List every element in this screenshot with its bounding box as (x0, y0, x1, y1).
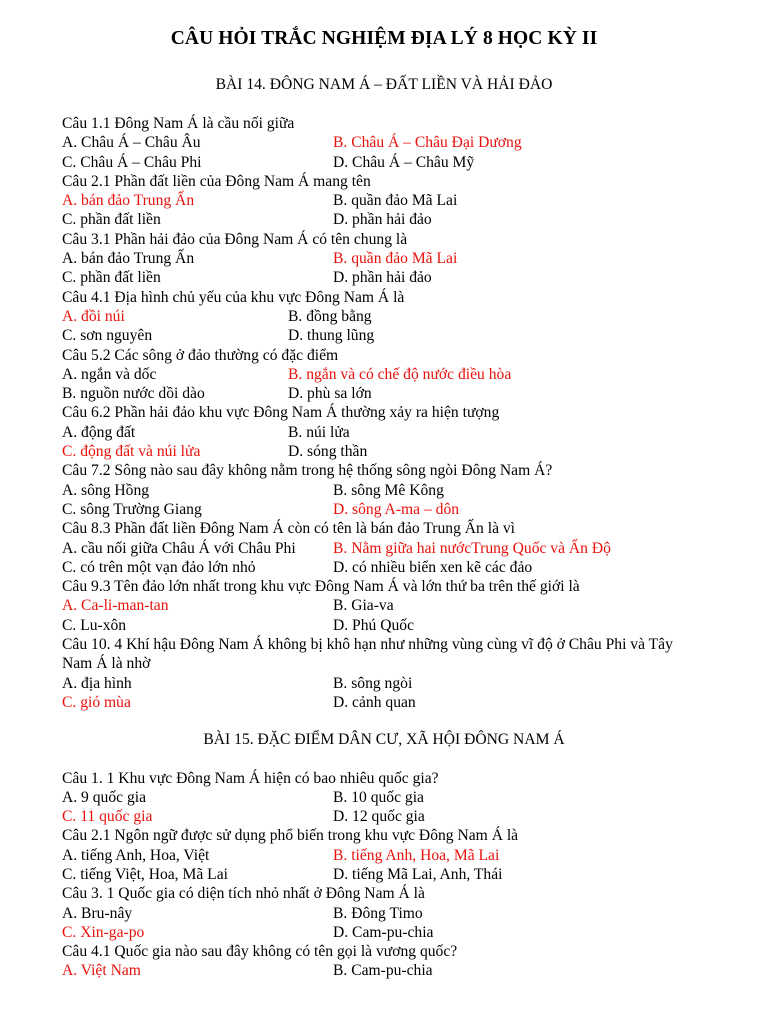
question-line (62, 942, 752, 961)
option-d: D. Phú Quốc (333, 616, 414, 634)
option-a: A. đồi núi (62, 307, 125, 325)
option-d: D. cảnh quan (333, 693, 416, 711)
option-d: D. Cam-pu-chia (333, 923, 434, 941)
question-line (62, 210, 752, 229)
question-text: Câu 4.1 Địa hình chủ yếu của khu vực Đông Nam Á là (62, 288, 405, 306)
option-b: B. ngắn và có chế độ nước điều hòa (288, 365, 512, 383)
question-line (62, 519, 752, 538)
option-a: A. ngắn và dốc (62, 365, 157, 383)
option-b: B. Châu Á – Châu Đại Dương (333, 134, 522, 152)
option-d: D. sông A-ma – dôn (333, 500, 460, 518)
option-b: B. sông ngòi (333, 674, 413, 692)
question-line (62, 500, 752, 519)
option-c: C. Châu Á – Châu Phi (62, 153, 202, 171)
question-text: Câu 10. 4 Khí hậu Đông Nam Á không bị khô hạn như những vùng cùng vĩ độ ở Châu Phi và Tây (62, 636, 673, 654)
question-line (62, 133, 752, 152)
option-c: C. phần đất liền (62, 269, 161, 287)
option-c: C. gió mùa (62, 693, 131, 711)
question-list (62, 114, 752, 981)
section-heading-bai-14: BÀI 14. ĐÔNG NAM Á – ĐẤT LIỀN VÀ HẢI ĐẢO (215, 76, 553, 93)
question-line (62, 114, 752, 133)
question-line (62, 558, 752, 577)
question-line (62, 307, 752, 326)
question-line (62, 539, 752, 558)
option-a: A. cầu nối giữa Châu Á với Châu Phi (62, 539, 296, 557)
option-a: A. tiếng Anh, Hoa, Việt (62, 846, 210, 864)
question-line (62, 846, 752, 865)
question-line (62, 230, 752, 249)
option-c: C. phần đất liền (62, 211, 161, 229)
option-c: C. sông Trường Giang (62, 500, 202, 518)
option-b: B. Đông Timo (333, 904, 423, 922)
option-a: A. địa hình (62, 674, 132, 692)
option-a: A. bán đảo Trung Ấn (62, 192, 195, 210)
question-text: Câu 5.2 Các sông ở đảo thường có đặc điểm (62, 346, 339, 364)
question-text: Câu 2.1 Phần đất liền của Đông Nam Á mang tên (62, 172, 371, 190)
section-heading-bai-15: BÀI 15. ĐẶC ĐIỂM DÂN CƯ, XÃ HỘI ĐÔNG NAM Á (203, 731, 565, 749)
option-c: C. tiếng Việt, Hoa, Mã Lai (62, 865, 228, 883)
option-c: B. nguồn nước dồi dào (62, 385, 205, 403)
option-d: D. tiếng Mã Lai, Anh, Thái (333, 865, 503, 883)
question-text: Câu 3. 1 Quốc gia có diện tích nhỏ nhất ở Đông Nam Á là (62, 885, 425, 903)
question-line (62, 346, 752, 365)
question-line (62, 365, 752, 384)
question-line (62, 826, 752, 845)
question-line (62, 403, 752, 422)
question-text: Câu 8.3 Phần đất liền Đông Nam Á còn có tên là bán đảo Trung Ấn là vì (62, 520, 516, 538)
option-b: B. 10 quốc gia (333, 788, 424, 806)
option-b: B. tiếng Anh, Hoa, Mã Lai (333, 846, 500, 864)
question-text: Câu 1. 1 Khu vực Đông Nam Á hiện có bao nhiêu quốc gia? (62, 769, 439, 787)
question-line (62, 191, 752, 210)
question-line (62, 577, 752, 596)
question-line (62, 481, 752, 500)
option-d: D. phần hải đảo (333, 211, 432, 229)
option-d: D. 12 quốc gia (333, 808, 425, 826)
question-text-continued: Nam Á là nhờ (62, 655, 151, 673)
option-d: D. có nhiều biển xen kẽ các đảo (333, 558, 533, 576)
option-a: A. 9 quốc gia (62, 788, 147, 806)
option-b: B. sông Mê Kông (333, 481, 444, 499)
option-a: A. Ca-li-man-tan (62, 597, 169, 615)
option-c: C. Xin-ga-po (62, 923, 145, 941)
question-line (62, 442, 752, 461)
option-d: D. Châu Á – Châu Mỹ (333, 153, 475, 171)
question-line (62, 616, 752, 635)
question-text: Câu 3.1 Phần hải đảo của Đông Nam Á có tên chung là (62, 230, 408, 248)
question-line (62, 654, 752, 673)
question-line (62, 884, 752, 903)
option-b: B. núi lửa (288, 423, 350, 441)
question-line (62, 153, 752, 172)
option-a: A. Việt Nam (62, 962, 141, 980)
option-a: A. động đất (62, 423, 136, 441)
option-d: D. phần hải đảo (333, 269, 432, 287)
option-c: C. Lu-xôn (62, 616, 127, 634)
question-line (62, 674, 752, 693)
document-title: CÂU HỎI TRẮC NGHIỆM ĐỊA LÝ 8 HỌC KỲ II (170, 28, 598, 49)
option-b: B. quần đảo Mã Lai (333, 250, 458, 268)
option-d: D. phù sa lớn (288, 385, 372, 403)
option-d: D. sóng thần (288, 443, 368, 461)
question-line (62, 807, 752, 826)
question-line (62, 268, 752, 287)
option-b: B. Gia-va (333, 597, 394, 615)
question-text: Câu 1.1 Đông Nam Á là cầu nối giữa (62, 115, 295, 132)
question-line (62, 923, 752, 942)
question-text: Câu 6.2 Phần hải đảo khu vực Đông Nam Á thường xảy ra hiện tượng (62, 404, 500, 422)
question-line (62, 249, 752, 268)
option-c: C. động đất và núi lửa (62, 443, 201, 461)
question-text: Câu 2.1 Ngôn ngữ được sử dụng phổ biến trong khu vực Đông Nam Á là (62, 827, 519, 845)
question-line (62, 423, 752, 442)
question-text: Câu 9.3 Tên đảo lớn nhất trong khu vực Đông Nam Á và lớn thứ ba trên thế giới là (62, 578, 580, 596)
question-text: Câu 7.2 Sông nào sau đây không nằm trong hệ thống sông ngòi Đông Nam Á? (62, 462, 553, 480)
option-a: A. Bru-nây (62, 904, 133, 922)
option-a: A. Châu Á – Châu Âu (62, 134, 201, 152)
question-line (62, 865, 752, 884)
question-line (62, 461, 752, 480)
question-line (62, 172, 752, 191)
option-c: C. có trên một vạn đảo lớn nhỏ (62, 558, 256, 576)
question-line (62, 904, 752, 923)
option-b: B. Nằm giữa hai nướcTrung Quốc và Ấn Độ (333, 539, 611, 557)
question-line (62, 635, 752, 654)
option-b: B. đồng bằng (288, 307, 372, 325)
option-a: A. bán đảo Trung Ấn (62, 250, 195, 268)
option-d: D. thung lũng (288, 327, 375, 345)
option-c: C. sơn nguyên (62, 327, 153, 345)
question-line (62, 596, 752, 615)
option-a: A. sông Hồng (62, 481, 150, 499)
option-b: B. Cam-pu-chia (333, 962, 433, 980)
question-text: Câu 4.1 Quốc gia nào sau đây không có tên gọi là vương quốc? (62, 943, 458, 961)
option-c: C. 11 quốc gia (62, 808, 153, 826)
question-line (62, 788, 752, 807)
question-line (62, 326, 752, 345)
question-line (62, 769, 752, 788)
question-line (62, 288, 752, 307)
question-line (62, 961, 752, 980)
question-line (62, 693, 752, 712)
option-b: B. quần đảo Mã Lai (333, 192, 458, 210)
question-line (62, 384, 752, 403)
